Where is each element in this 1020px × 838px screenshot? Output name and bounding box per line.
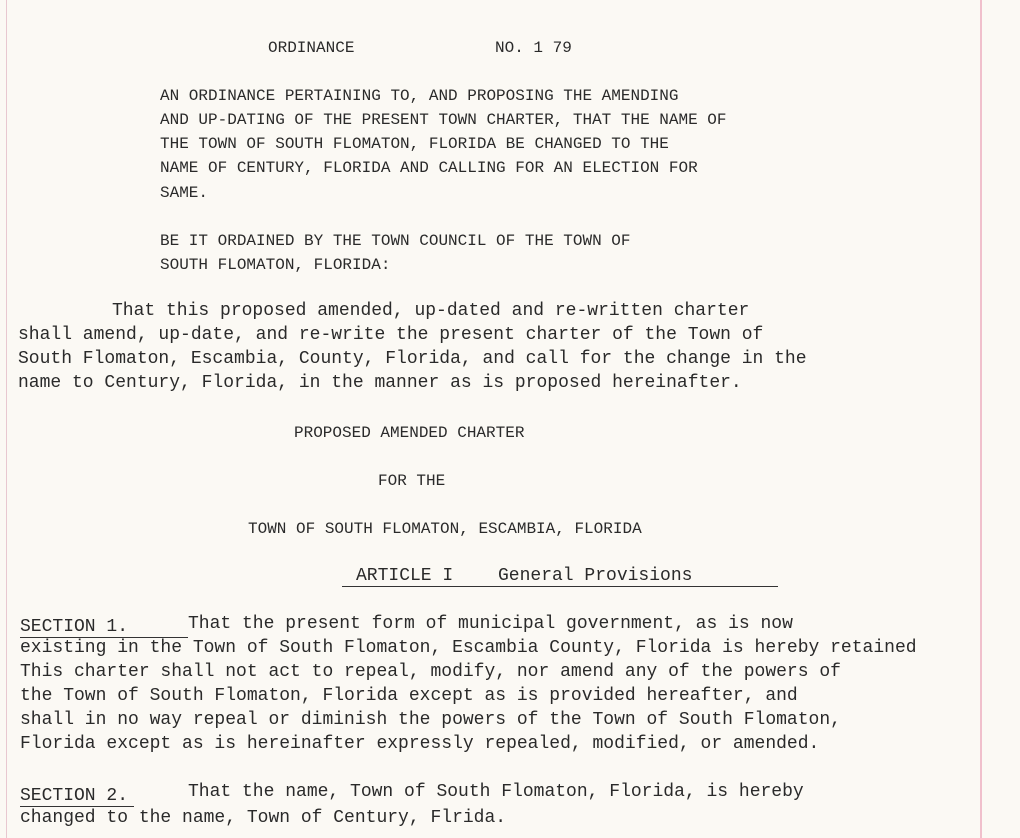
charter-heading: PROPOSED AMENDED CHARTER (294, 424, 525, 442)
title-line: NAME OF CENTURY, FLORIDA AND CALLING FOR AN ELECTION FOR (160, 159, 698, 177)
title-line: AND UP-DATING OF THE PRESENT TOWN CHARTER, THAT THE NAME OF (160, 111, 727, 129)
ordained-line: BE IT ORDAINED BY THE TOWN COUNCIL OF THE TOWN OF (160, 232, 631, 250)
title-line: AN ORDINANCE PERTAINING TO, AND PROPOSING THE AMENDING (160, 87, 679, 105)
title-line: SAME. (160, 184, 209, 202)
intro-line: South Flomaton, Escambia, County, Florida, and call for the change in the (18, 349, 807, 369)
section1-line: Florida except as is hereinafter expressly repealed, modified, or amended. (20, 734, 820, 754)
section1-label: SECTION 1. (20, 617, 129, 637)
ordinance-number: NO. 1 79 (495, 39, 572, 57)
section2-text: That the name, Town of South Flomaton, Florida, is hereby (188, 782, 804, 802)
title-line: THE TOWN OF SOUTH FLOMATON, FLORIDA BE CHANGED TO THE (160, 135, 669, 153)
section1-line: existing in the Town of South Flomaton, Escambia County, Florida is hereby retained (20, 638, 917, 658)
intro-line: That this proposed amended, up-dated and re-written charter (112, 301, 750, 321)
charter-heading-town: TOWN OF SOUTH FLOMATON, ESCAMBIA, FLORIDA (248, 520, 642, 538)
article-underline (342, 586, 778, 587)
section1-line: the Town of South Flomaton, Florida except as is provided hereafter, and (20, 686, 798, 706)
page-edge-right (980, 0, 982, 838)
section1-line: shall in no way repeal or diminish the powers of the Town of South Flomaton, (20, 710, 841, 730)
charter-heading-for: FOR THE (378, 472, 446, 490)
ordained-line: SOUTH FLOMATON, FLORIDA: (160, 256, 391, 274)
intro-line: shall amend, up-date, and re-write the present charter of the Town of (18, 325, 764, 345)
page-edge-left (6, 0, 7, 838)
section1-text: That the present form of municipal government, as is now (188, 614, 793, 634)
ordinance-label: ORDINANCE (268, 39, 355, 57)
section2-line: changed to the name, Town of Century, Flrida. (20, 808, 507, 828)
article-label: ARTICLE I (356, 566, 454, 586)
section2-underline (20, 806, 134, 807)
section2-label: SECTION 2. (20, 786, 129, 806)
intro-line: name to Century, Florida, in the manner as is proposed hereinafter. (18, 373, 742, 393)
article-title: General Provisions (498, 566, 693, 586)
section1-line: This charter shall not act to repeal, modify, nor amend any of the powers of (20, 662, 841, 682)
